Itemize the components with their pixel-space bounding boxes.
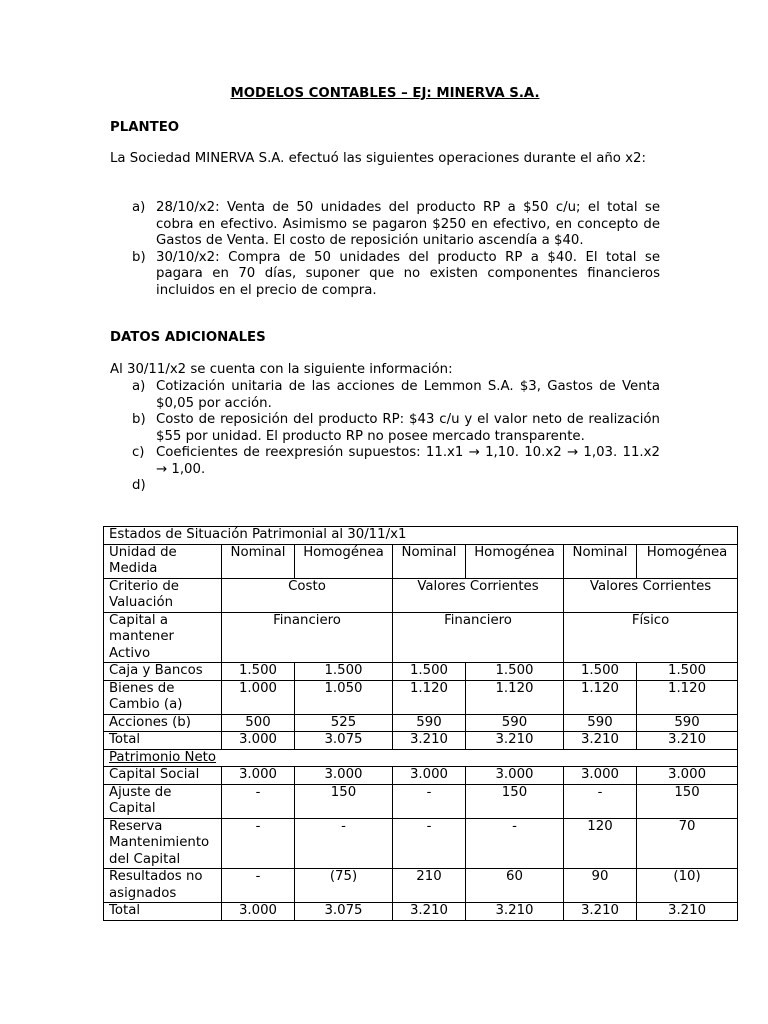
list-item — [132, 445, 660, 478]
value-cell: 60 — [466, 869, 564, 903]
value-cell: 1.120 — [564, 680, 637, 714]
balance-table — [103, 526, 738, 921]
list-marker: a) — [132, 200, 146, 215]
capital-cell: Financiero — [222, 612, 393, 663]
value-cell: 1.050 — [295, 680, 393, 714]
value-cell: - — [222, 869, 295, 903]
pn-header-row — [104, 749, 738, 767]
table-row — [104, 869, 738, 903]
value-cell: 1.500 — [295, 663, 393, 681]
value-cell: 1.500 — [222, 663, 295, 681]
criterio-cell: Valores Corrientes — [393, 578, 564, 612]
value-cell: - — [393, 784, 466, 818]
value-cell: - — [222, 784, 295, 818]
list-text: 28/10/x2: Venta de 50 unidades del producto RP a $50 c/u; el total se cobra en efectivo. Asimismo se pagaron $250 en efectivo, en concepto de Gastos de Venta. El costo de reposición unitario ascendía a $40. — [156, 200, 660, 248]
unidad-cell: Nominal — [222, 544, 295, 578]
criterio-cell: Costo — [222, 578, 393, 612]
list-item — [132, 379, 660, 412]
value-cell: 1.500 — [564, 663, 637, 681]
list-marker: d) — [132, 478, 146, 493]
unidad-cell: Homogénea — [295, 544, 393, 578]
row-label: Ajuste de Capital — [104, 784, 222, 818]
value-cell: 1.120 — [466, 680, 564, 714]
value-cell: 3.000 — [393, 767, 466, 785]
datos-heading: DATOS ADICIONALES — [110, 330, 266, 345]
value-cell: 3.210 — [564, 903, 637, 921]
value-cell: - — [222, 818, 295, 869]
value-cell: 3.210 — [466, 903, 564, 921]
value-cell: 150 — [295, 784, 393, 818]
value-cell: 1.500 — [637, 663, 738, 681]
criterio-row — [104, 578, 738, 612]
value-cell: 90 — [564, 869, 637, 903]
list-marker: c) — [132, 445, 145, 460]
pn-label-cell — [104, 749, 738, 767]
value-cell: - — [466, 818, 564, 869]
row-label: Reserva Mantenimiento del Capital — [104, 818, 222, 869]
value-cell: 3.210 — [564, 732, 637, 750]
value-cell: 590 — [637, 714, 738, 732]
row-label: Resultados no asignados — [104, 869, 222, 903]
value-cell: 1.120 — [637, 680, 738, 714]
value-cell: 1.000 — [222, 680, 295, 714]
list-item — [132, 250, 660, 300]
value-cell: 150 — [466, 784, 564, 818]
table-row — [104, 903, 738, 921]
criterio-cell: Valores Corrientes — [564, 578, 738, 612]
row-label: Caja y Bancos — [104, 663, 222, 681]
value-cell: 70 — [637, 818, 738, 869]
value-cell: 1.500 — [466, 663, 564, 681]
planteo-intro: La Sociedad MINERVA S.A. efectuó las siguientes operaciones durante el año x2: — [110, 151, 646, 166]
unidad-cell: Nominal — [564, 544, 637, 578]
value-cell: 3.000 — [222, 767, 295, 785]
value-cell: 1.120 — [393, 680, 466, 714]
value-cell: 500 — [222, 714, 295, 732]
planteo-list — [132, 200, 660, 299]
table-row — [104, 818, 738, 869]
list-item — [132, 200, 660, 250]
value-cell: 3.210 — [466, 732, 564, 750]
unidad-cell: Homogénea — [637, 544, 738, 578]
table-row — [104, 680, 738, 714]
capital-cell: Físico — [564, 612, 738, 663]
value-cell: 525 — [295, 714, 393, 732]
value-cell: - — [564, 784, 637, 818]
value-cell: 590 — [466, 714, 564, 732]
value-cell: - — [393, 818, 466, 869]
list-item — [132, 478, 660, 495]
table-caption: Estados de Situación Patrimonial al 30/11/x1 — [104, 527, 738, 545]
value-cell: (75) — [295, 869, 393, 903]
row-label: Total — [104, 903, 222, 921]
value-cell: 3.210 — [393, 732, 466, 750]
row-label: Capital Social — [104, 767, 222, 785]
unidad-cell: Homogénea — [466, 544, 564, 578]
value-cell: 3.075 — [295, 732, 393, 750]
list-marker: b) — [132, 412, 146, 427]
value-cell: 210 — [393, 869, 466, 903]
caption-row — [104, 527, 738, 545]
table-row — [104, 714, 738, 732]
unidad-row — [104, 544, 738, 578]
table-row — [104, 663, 738, 681]
value-cell: 1.500 — [393, 663, 466, 681]
value-cell: 150 — [637, 784, 738, 818]
list-text: Coeficientes de reexpresión supuestos: 11.x1 → 1,10. 10.x2 → 1,03. 11.x2 → 1,00. — [156, 445, 660, 477]
list-item — [132, 412, 660, 445]
row-label: Bienes de Cambio (a) — [104, 680, 222, 714]
row-label: Total — [104, 732, 222, 750]
table-row — [104, 767, 738, 785]
unidad-label: Unidad de Medida — [104, 544, 222, 578]
criterio-label: Criterio de Valuación — [104, 578, 222, 612]
datos-intro: Al 30/11/x2 se cuenta con la siguiente información: — [110, 362, 453, 377]
value-cell: - — [295, 818, 393, 869]
value-cell: 120 — [564, 818, 637, 869]
list-text: Costo de reposición del producto RP: $43 c/u y el valor neto de realización $55 por unidad. El producto RP no posee mercado transparente. — [156, 412, 660, 444]
value-cell: 3.210 — [637, 903, 738, 921]
list-text: Cotización unitaria de las acciones de Lemmon S.A. $3, Gastos de Venta $0,05 por acción. — [156, 379, 660, 411]
table-row — [104, 784, 738, 818]
value-cell: 3.000 — [564, 767, 637, 785]
value-cell: 3.000 — [295, 767, 393, 785]
datos-list — [132, 379, 660, 495]
planteo-heading: PLANTEO — [110, 120, 180, 135]
table-row — [104, 732, 738, 750]
value-cell: 3.075 — [295, 903, 393, 921]
unidad-cell: Nominal — [393, 544, 466, 578]
value-cell: 3.000 — [466, 767, 564, 785]
value-cell: 3.000 — [637, 767, 738, 785]
capital-cell: Financiero — [393, 612, 564, 663]
value-cell: 3.210 — [393, 903, 466, 921]
value-cell: 590 — [564, 714, 637, 732]
capital-label: Capital a mantener Activo — [104, 612, 222, 663]
list-marker: b) — [132, 249, 146, 265]
capital-row — [104, 612, 738, 663]
list-text: 30/10/x2: Compra de 50 unidades del producto RP a $40. El total se pagara en 70 días, suponer que no existen componentes financieros incluidos en el precio de compra. — [156, 249, 660, 298]
patrimonio-neto-label: Patrimonio Neto — [109, 749, 216, 765]
value-cell: 3.210 — [637, 732, 738, 750]
value-cell: 3.000 — [222, 732, 295, 750]
row-label: Acciones (b) — [104, 714, 222, 732]
list-marker: a) — [132, 379, 146, 394]
value-cell: (10) — [637, 869, 738, 903]
value-cell: 590 — [393, 714, 466, 732]
value-cell: 3.000 — [222, 903, 295, 921]
document-title: MODELOS CONTABLES – EJ: MINERVA S.A. — [230, 86, 540, 101]
